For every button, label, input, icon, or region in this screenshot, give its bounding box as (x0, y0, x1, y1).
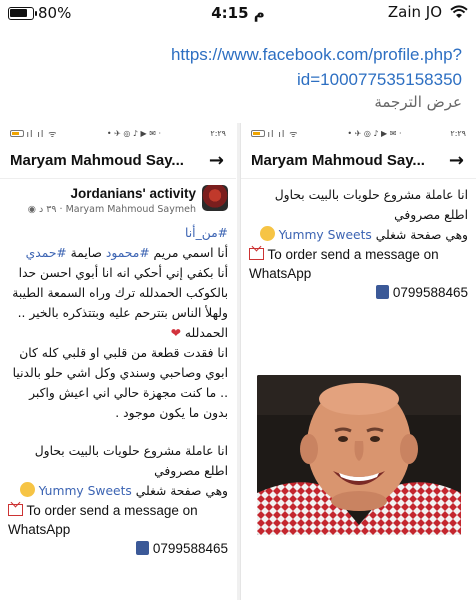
mini-time: ٢:٢٩ (210, 128, 226, 138)
hashtag-who-am-i[interactable]: #من_أنا (185, 226, 228, 240)
intro-line (8, 243, 228, 263)
group-avatar[interactable] (202, 185, 228, 211)
nav-title: Maryam Mahmoud Say... (251, 152, 425, 169)
mini-time: ٢:٢٩ (450, 128, 466, 138)
post-nav-bar (241, 143, 476, 179)
page-line (249, 225, 468, 245)
page-line (8, 481, 228, 501)
phone-icon (136, 541, 149, 555)
left-screenshot (0, 123, 236, 600)
heart-icon: ❤ (170, 326, 181, 340)
hashtag-hamdi[interactable]: #حمدي (25, 246, 67, 260)
phone-icon (376, 285, 389, 299)
right-screenshot (240, 123, 476, 600)
paragraph-father (8, 263, 228, 343)
mini-status-bar (241, 123, 476, 143)
network-indicator (388, 3, 468, 21)
hashtag-mahmoud[interactable]: #محمود (105, 246, 150, 260)
mini-signal-icons (251, 127, 299, 140)
status-time: 4:15 م (211, 4, 265, 22)
phone-line (8, 539, 228, 559)
mini-battery-icon (10, 130, 24, 137)
profile-link[interactable]: https://www.facebook.com/profile.php?id=100077535158350 (170, 45, 462, 89)
back-arrow-icon[interactable]: → (208, 150, 224, 171)
order-line (249, 245, 468, 283)
mail-icon (249, 248, 264, 260)
wifi-icon (450, 5, 468, 19)
post-header (8, 185, 228, 217)
author-name[interactable]: Maryam Mahmoud Saymeh (65, 204, 196, 215)
intro-text-b: صايمة (66, 246, 106, 260)
group-name[interactable]: Jordanians' activity (70, 186, 196, 201)
post-author-line: Maryam Mahmoud Saymeh · ٣٩ د ◉ (27, 204, 196, 215)
paragraph-loss: انا فقدت قطعة من قلبي او قلبي كله كان ابوي وصاحبي وسندي وكل اشي حلو بالدنيا .. ما كنت مجهزة حالي اني اعيش واكبر بدون ما يكون موجود . (12, 346, 228, 420)
mail-icon (8, 504, 23, 516)
carrier-name: Zain JO (387, 3, 442, 21)
view-translation-link[interactable]: عرض الترجمة (374, 93, 462, 111)
order-text: To order send a message on WhatsApp (8, 503, 198, 537)
mini-signal-icon: ıl ıl ᯤ (267, 129, 299, 140)
portrait-image (257, 375, 461, 535)
smile-emoji-icon (260, 226, 275, 241)
paragraph-father-text: أنا بكفي إني أحكي انه انا أبوي احسن حدا بالكوكب الحمدلله ترك وراه السمعة الطيبة ولهلأ الناس بتترحم عليه وبتتذكره بالخير .. الحمدلله (12, 266, 228, 340)
back-arrow-icon[interactable]: → (448, 150, 464, 171)
mini-app-icons: • ✈ ◎ ♪ ▶ ✉ · (106, 128, 162, 138)
page-prefix: وهي صفحة شغلي (371, 228, 468, 242)
nav-title: Maryam Mahmoud Say... (10, 152, 184, 169)
page-prefix: وهي صفحة شغلي (131, 484, 228, 498)
phone-number[interactable]: 0799588465 (152, 541, 228, 556)
mini-signal-icon: ıl ıl ᯤ (26, 129, 58, 140)
smile-emoji-icon (20, 482, 35, 497)
post-nav-bar (0, 143, 236, 179)
phone-line (249, 283, 468, 303)
spacer (8, 423, 228, 441)
yummy-sweets-link[interactable]: Yummy Sweets (38, 484, 132, 498)
business-line: انا عاملة مشروع حلويات بالبيت بحاول اطلع مصروفي (34, 444, 228, 478)
mini-signal-icons (10, 127, 58, 140)
mini-status-bar (0, 123, 236, 143)
battery-percent: 80% (38, 4, 72, 22)
globe-icon: ◉ (27, 204, 36, 215)
mini-app-icons: • ✈ ◎ ♪ ▶ ✉ · (347, 128, 402, 138)
order-line (8, 501, 228, 539)
post-body (0, 179, 236, 559)
post-body (241, 179, 476, 303)
post-date: ٣٩ د (39, 204, 57, 215)
phone-number[interactable]: 0799588465 (392, 285, 468, 300)
mini-battery-icon (251, 130, 265, 137)
order-text: To order send a message on WhatsApp (249, 247, 439, 281)
post-meta (28, 185, 196, 217)
profile-photo[interactable] (257, 375, 461, 535)
status-bar (0, 0, 476, 26)
business-line: انا عاملة مشروع حلويات بالبيت بحاول اطلع مصروفي (274, 188, 468, 222)
yummy-sweets-link[interactable]: Yummy Sweets (278, 228, 372, 242)
intro-text-a: أنا اسمي مريم (149, 246, 228, 260)
